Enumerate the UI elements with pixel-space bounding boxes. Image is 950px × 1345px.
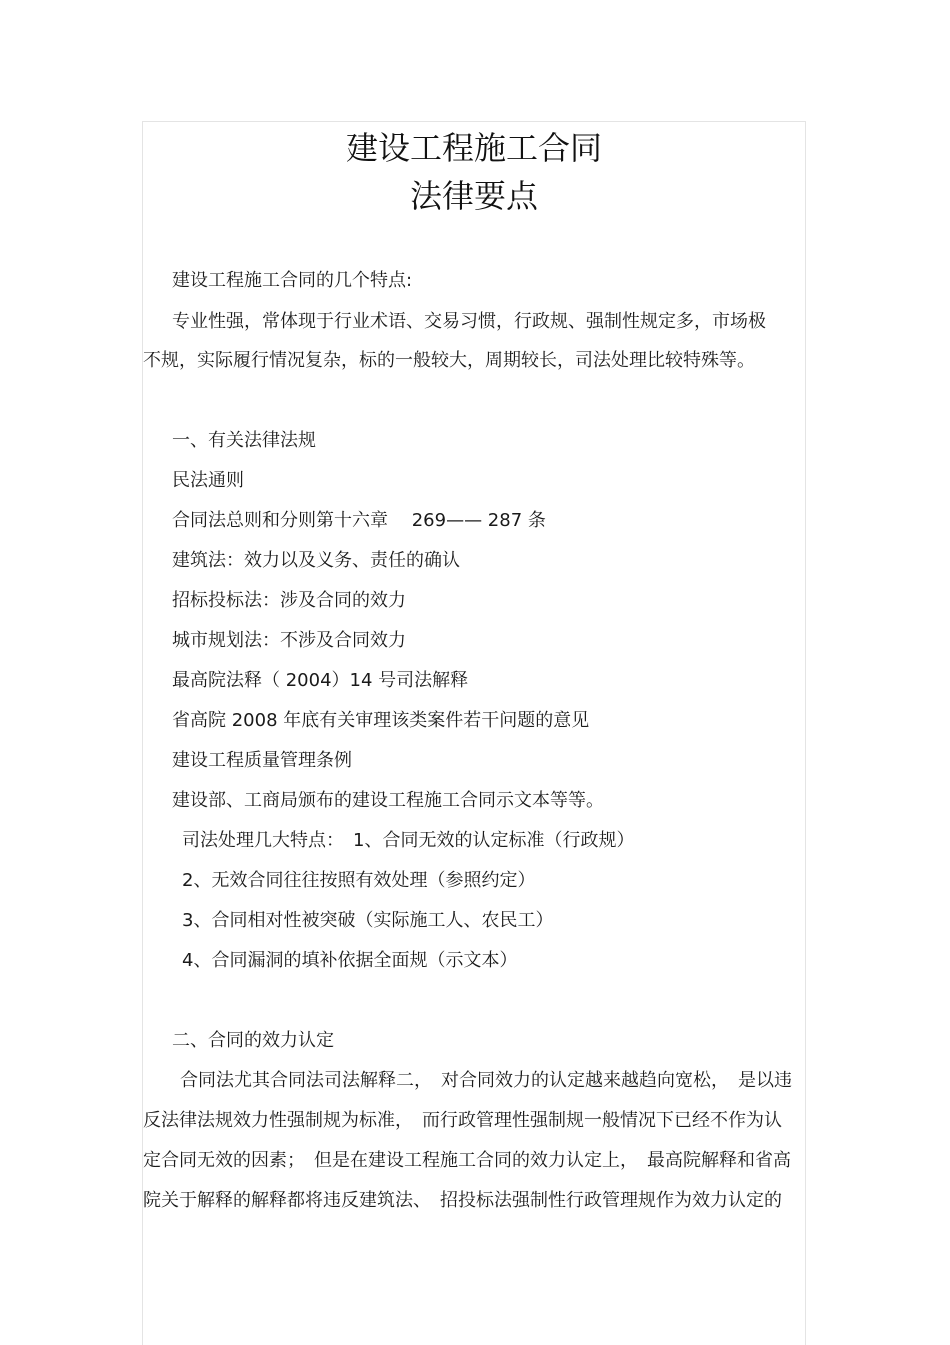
document-subtitle: 法律要点 (409, 177, 538, 215)
section2-paragraph-line: 合同法尤其合同法司法解释二， 对合同效力的认定越来越趋向宽松， 是以违 (162, 1070, 792, 1091)
law-item: 合同法总则和分则第十六章 269—— 287 条 (172, 510, 546, 531)
judicial-point: 3、合同相对性被突破（实际施工人、农民工） (182, 910, 554, 931)
law-item: 建设部、工商局颁布的建设工程施工合同示文本等等。 (172, 790, 604, 811)
law-item: 民法通则 (172, 470, 244, 491)
section1-heading: 一、有关法律法规 (172, 430, 316, 451)
intro-heading: 建设工程施工合同的几个特点: (172, 270, 413, 291)
law-item: 招标投标法：涉及合同的效力 (172, 590, 406, 611)
judicial-intro: 司法处理几大特点： 1、合同无效的认定标准（行政规） (182, 830, 635, 851)
section2-paragraph-line: 定合同无效的因素； 但是在建设工程施工合同的效力认定上， 最高院解释和省高 (143, 1150, 791, 1171)
judicial-point: 4、合同漏洞的填补依据全面规（示文本） (182, 950, 518, 971)
judicial-point: 2、无效合同往往按照有效处理（参照约定） (182, 870, 536, 891)
law-item: 最高院法释（ 2004）14 号司法解释 (172, 670, 469, 691)
law-item: 建筑法：效力以及义务、责任的确认 (172, 550, 460, 571)
intro-paragraph-line: 不规，实际履行情况复杂，标的一般较大，周期较长，司法处理比较特殊等。 (143, 350, 755, 371)
document-title: 建设工程施工合同 (345, 129, 602, 167)
law-item: 省高院 2008 年底有关审理该类案件若干问题的意见 (172, 710, 590, 731)
section2-heading: 二、合同的效力认定 (172, 1030, 334, 1051)
law-item: 建设工程质量管理条例 (172, 750, 352, 771)
law-item: 城市规划法：不涉及合同效力 (172, 630, 406, 651)
section2-paragraph-line: 院关于解释的解释都将违反建筑法、 招投标法强制性行政管理规作为效力认定的 (143, 1190, 782, 1211)
intro-paragraph-line: 专业性强，常体现于行业术语、交易习惯，行政规、强制性规定多，市场极 (172, 311, 766, 332)
section2-paragraph-line: 反法律法规效力性强制规为标准， 而行政管理性强制规一般情况下已经不作为认 (143, 1110, 782, 1131)
